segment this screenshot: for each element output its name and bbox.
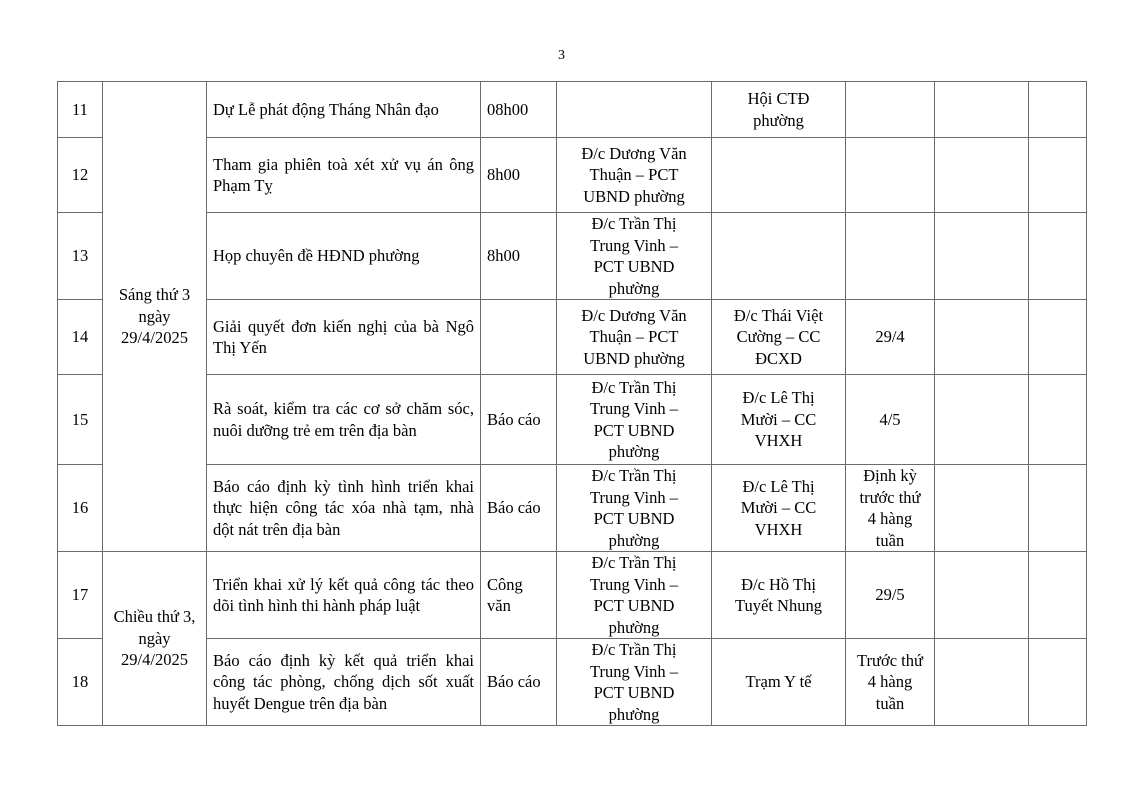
- task-deadline: 8h00: [481, 213, 557, 300]
- schedule-table: [57, 81, 1087, 726]
- row-number: 15: [58, 375, 103, 465]
- task-lead: Đ/c Dương Văn Thuận – PCT UBND phường: [557, 138, 712, 213]
- task-due: 29/5: [846, 552, 935, 639]
- table-row: [58, 300, 1087, 375]
- empty-cell: [1029, 552, 1087, 639]
- task-lead: [557, 82, 712, 138]
- task-content: Báo cáo định kỳ kết quả triển khai công tác phòng, chống dịch sốt xuất huyết Dengue trên địa bàn: [207, 639, 481, 726]
- task-content: Tham gia phiên toà xét xử vụ án ông Phạm Tỵ: [207, 138, 481, 213]
- task-deadline: Công văn: [481, 552, 557, 639]
- table-row: [58, 552, 1087, 639]
- task-lead: Đ/c Trần Thị Trung Vinh – PCT UBND phường: [557, 213, 712, 300]
- table-row: [58, 82, 1087, 138]
- table-row: [58, 639, 1087, 726]
- empty-cell: [935, 213, 1029, 300]
- empty-cell: [935, 465, 1029, 552]
- task-content: Báo cáo định kỳ tình hình triển khai thực hiện công tác xóa nhà tạm, nhà dột nát trên địa bàn: [207, 465, 481, 552]
- task-lead: Đ/c Trần Thị Trung Vinh – PCT UBND phường: [557, 639, 712, 726]
- task-due: [846, 82, 935, 138]
- task-deadline: Báo cáo: [481, 375, 557, 465]
- task-deadline: Báo cáo: [481, 639, 557, 726]
- row-number: 11: [58, 82, 103, 138]
- empty-cell: [935, 82, 1029, 138]
- task-deadline: 08h00: [481, 82, 557, 138]
- task-lead: Đ/c Trần Thị Trung Vinh – PCT UBND phường: [557, 465, 712, 552]
- table-row: [58, 138, 1087, 213]
- task-lead: Đ/c Trần Thị Trung Vinh – PCT UBND phường: [557, 552, 712, 639]
- row-number: 16: [58, 465, 103, 552]
- empty-cell: [935, 639, 1029, 726]
- row-number: 12: [58, 138, 103, 213]
- empty-cell: [935, 138, 1029, 213]
- task-content: Giải quyết đơn kiến nghị của bà Ngô Thị Yến: [207, 300, 481, 375]
- empty-cell: [1029, 213, 1087, 300]
- task-deadline: Báo cáo: [481, 465, 557, 552]
- table-row: [58, 213, 1087, 300]
- task-due: Định kỳ trước thứ 4 hàng tuần: [846, 465, 935, 552]
- task-deadline: [481, 300, 557, 375]
- time-group-morning: Sáng thứ 3 ngày 29/4/2025: [103, 82, 207, 552]
- task-content: Rà soát, kiểm tra các cơ sở chăm sóc, nuôi dưỡng trẻ em trên địa bàn: [207, 375, 481, 465]
- task-coordinate: [712, 213, 846, 300]
- task-deadline: 8h00: [481, 138, 557, 213]
- task-content: Họp chuyên đề HĐND phường: [207, 213, 481, 300]
- task-coordinate: Đ/c Thái Việt Cường – CC ĐCXD: [712, 300, 846, 375]
- task-lead: Đ/c Trần Thị Trung Vinh – PCT UBND phường: [557, 375, 712, 465]
- task-coordinate: Đ/c Lê Thị Mười – CC VHXH: [712, 375, 846, 465]
- task-due: 4/5: [846, 375, 935, 465]
- task-content: Dự Lễ phát động Tháng Nhân đạo: [207, 82, 481, 138]
- task-coordinate: Hội CTĐ phường: [712, 82, 846, 138]
- task-coordinate: Trạm Y tế: [712, 639, 846, 726]
- empty-cell: [1029, 465, 1087, 552]
- row-number: 14: [58, 300, 103, 375]
- table-row: [58, 375, 1087, 465]
- task-lead: Đ/c Dương Văn Thuận – PCT UBND phường: [557, 300, 712, 375]
- row-number: 13: [58, 213, 103, 300]
- task-due: [846, 138, 935, 213]
- empty-cell: [1029, 82, 1087, 138]
- table-row: [58, 465, 1087, 552]
- empty-cell: [1029, 639, 1087, 726]
- time-group-afternoon: Chiều thứ 3, ngày 29/4/2025: [103, 552, 207, 726]
- task-coordinate: [712, 138, 846, 213]
- empty-cell: [935, 375, 1029, 465]
- task-coordinate: Đ/c Lê Thị Mười – CC VHXH: [712, 465, 846, 552]
- row-number: 17: [58, 552, 103, 639]
- task-content: Triển khai xử lý kết quả công tác theo dõi tình hình thi hành pháp luật: [207, 552, 481, 639]
- task-coordinate: Đ/c Hồ Thị Tuyết Nhung: [712, 552, 846, 639]
- task-due: 29/4: [846, 300, 935, 375]
- empty-cell: [1029, 375, 1087, 465]
- empty-cell: [935, 300, 1029, 375]
- task-due: [846, 213, 935, 300]
- page-number: 3: [558, 48, 565, 63]
- task-due: Trước thứ 4 hàng tuần: [846, 639, 935, 726]
- row-number: 18: [58, 639, 103, 726]
- empty-cell: [935, 552, 1029, 639]
- empty-cell: [1029, 138, 1087, 213]
- empty-cell: [1029, 300, 1087, 375]
